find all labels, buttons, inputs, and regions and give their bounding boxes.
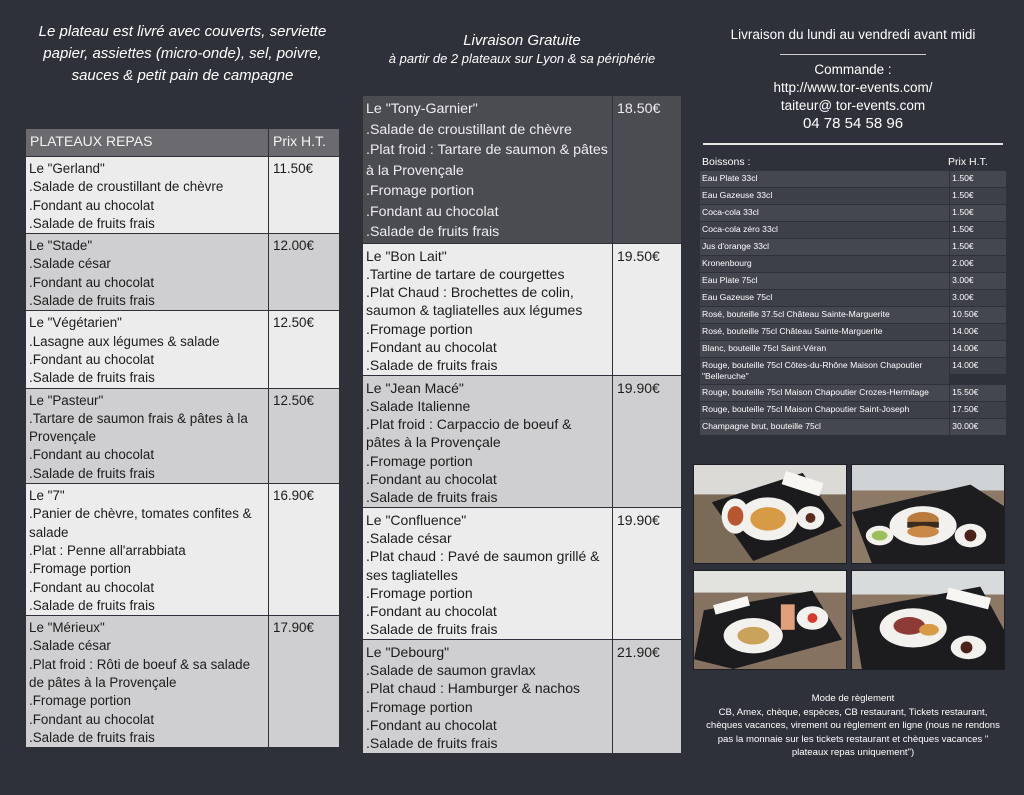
column-middle [362,0,682,752]
menu-line: .Plat : Penne all'arrabbiata [29,542,186,558]
menu-line: .Fromage portion [29,693,131,709]
menu-line: .Salade césar [29,638,111,654]
menu-line: .Fromage portion [366,183,475,199]
drink-row [700,402,1006,419]
menu-price: 19.90€ [613,507,682,639]
menu-line: .Salade Italienne [366,397,471,414]
menu-row [26,616,340,748]
delivery-subtitle: à partir de 2 plateaux sur Lyon & sa périphérie [388,51,656,66]
drinks-header-price: Prix H.T. [948,156,988,168]
drink-name: Jus d'orange 33cl [700,239,949,255]
drink-row [700,188,1006,205]
drink-name: Coca-cola 33cl [700,205,949,221]
drink-price: 1.50€ [950,188,1006,204]
menu-row [363,639,682,753]
drink-price: 10.50€ [950,307,1006,323]
divider [780,54,926,55]
drink-name: Rouge, bouteille 75cl Maison Chapoutier Crozes-Hermitage [700,385,949,401]
drink-row [700,358,1006,385]
drink-row [700,256,1006,273]
menu-description [26,234,269,311]
menu-line: .Salade de fruits frais [366,224,500,240]
drink-price: 1.50€ [950,171,1006,187]
drink-row [700,239,1006,256]
menu-description [26,616,269,748]
contact-block [700,26,1006,133]
menu-description [363,96,613,244]
drink-price: 3.00€ [950,290,1006,306]
drink-row [700,324,1006,341]
menu-line: .Salade de fruits frais [29,729,155,745]
menu-line: .Fondant au chocolat [366,716,497,733]
menu-line: .Fromage portion [366,584,473,601]
drink-price: 30.00€ [950,419,1006,435]
drink-price: 1.50€ [950,222,1006,238]
drink-price: 3.00€ [950,273,1006,289]
drink-name: Eau Plate 75cl [700,273,949,289]
photo-tray-pasta [693,464,847,564]
menu-name: Le "Tony-Garnier" [366,101,478,117]
menu-price: 19.50€ [613,243,682,375]
table-header [26,129,340,157]
drink-row [700,307,1006,324]
menu-line: .Fondant au chocolat [29,579,155,595]
menu-line: .Salade de croustillant de chèvre [366,121,572,138]
payment-title: Mode de règlement [811,693,895,704]
menu-line: .Tartine de tartare de courgettes [366,265,565,282]
menu-name: Le "Pasteur" [29,392,104,408]
menu-price: 19.90€ [613,375,682,507]
menu-line: .Plat froid : Rôti de boeuf & sa salade de pâtes à la Provençale [29,656,251,691]
phone-number[interactable]: 04 78 54 58 96 [802,115,904,132]
drink-name: Coca-cola zéro 33cl [700,222,949,238]
intro-text: Le plateau est livré avec couverts, serviette papier, assiettes (micro-onde), sel, poivre, sauces & petit pain de campagne [38,23,327,84]
menu-line: .Tartare de saumon frais & pâtes à la Provençale [29,410,248,445]
menu-line: .Fondant au chocolat [366,603,497,620]
drink-price: 14.00€ [950,358,1006,374]
divider [703,143,1003,145]
drink-name: Eau Plate 33cl [700,171,949,187]
menu-description [26,388,269,483]
menu-row [26,484,340,616]
drink-name: Blanc, bouteille 75cl Saint-Véran [700,341,949,357]
menu-price: 16.90€ [269,484,340,616]
menu-row [26,311,340,388]
drinks-list [700,171,1006,436]
menu-line: .Plat chaud : Pavé de saumon grillé & ses tagliatelles [366,548,600,583]
photo-gallery [693,464,1007,672]
delivery-title: Livraison Gratuite [463,32,581,49]
drink-row [700,419,1006,436]
menu-line: .Plat froid : Carpaccio de boeuf & pâtes à la Provençale [366,416,572,451]
menu-list [363,96,682,754]
menu-price: 12.50€ [269,311,340,388]
menu-line: .Salade de fruits frais [366,489,498,506]
menu-line: .Fromage portion [366,452,473,469]
menu-name: Le "Confluence" [366,511,467,528]
delivery-days: Livraison du lundi au vendredi avant midi [730,27,976,42]
header-price: Prix H.T. [269,129,340,157]
drink-price: 14.00€ [950,324,1006,340]
menu-table-middle [362,95,682,754]
menu-name: Le "Debourg" [366,643,450,660]
payment-text: CB, Amex, chèque, espèces, CB restaurant, Tickets restaurant, chèques vacances, virement ou règlement en ligne (nous ne rendons pas la monnaie sur les tickets restaurant et chèques vacances " plateaux repas uniquement") [706,706,1000,758]
drink-row [700,205,1006,222]
drink-name: Rosé, bouteille 37.5cl Château Sainte-Marguerite [700,307,949,323]
drink-row [700,385,1006,402]
menu-line: .Lasagne aux légumes & salade [29,333,220,349]
menu-row [26,388,340,483]
drink-price: 1.50€ [950,239,1006,255]
menu-line: .Fromage portion [366,320,473,337]
menu-table-left [25,128,340,748]
menu-price: 11.50€ [269,157,340,234]
drink-row [700,290,1006,307]
menu-line: .Fondant au chocolat [29,351,155,367]
menu-row [363,375,682,507]
column-left [25,0,340,745]
drink-row [700,171,1006,188]
menu-line: .Fromage portion [29,561,131,577]
menu-description [26,484,269,616]
email-link[interactable]: taiteur@ tor-events.com [780,98,926,113]
menu-price: 12.50€ [269,388,340,483]
menu-line: .Fondant au chocolat [29,711,155,727]
photo-tray-beef [851,570,1005,670]
menu-line: .Panier de chèvre, tomates confites & salade [29,506,252,540]
menu-line: .Fondant au chocolat [29,274,155,290]
menu-line: .Salade de fruits frais [29,370,155,386]
menu-row [26,157,340,234]
menu-row [363,507,682,639]
photo-tray-burger [851,464,1005,564]
menu-name: Le "7" [29,488,65,504]
drinks-table [700,154,1006,436]
menu-description [363,507,613,639]
drink-row [700,273,1006,290]
menu-description [363,375,613,507]
menu-price: 18.50€ [613,96,682,244]
menu-price: 21.90€ [613,639,682,753]
drink-name: Eau Gazeuse 33cl [700,188,949,204]
menu-description [26,311,269,388]
order-label: Commande : [814,62,892,77]
menu-line: .Salade de fruits frais [366,621,498,638]
menu-line: .Fondant au chocolat [366,203,499,220]
menu-name: Le "Bon Lait" [366,247,447,264]
menu-list [26,157,340,748]
drink-name: Rouge, bouteille 75cl Côtes-du-Rhône Maison Chapoutier "Belleruche" [700,358,949,384]
menu-line: .Plat froid : Tartare de saumon & pâtes à la Provençale [366,142,608,179]
column-right [700,0,1006,758]
menu-line: .Plat chaud : Hamburger & nachos [366,680,581,697]
menu-line: .Salade de fruits frais [366,357,498,374]
menu-row [363,96,682,244]
menu-name: Le "Jean Macé" [366,379,464,396]
menu-row [363,243,682,375]
drink-price: 1.50€ [950,205,1006,221]
menu-line: .Fondant au chocolat [29,197,155,213]
website-link[interactable]: http://www.tor-events.com/ [773,80,933,95]
drinks-header-name: Boissons : [702,156,751,168]
drink-name: Rosé, bouteille 75cl Château Sainte-Marguerite [700,324,949,340]
drink-name: Rouge, bouteille 75cl Maison Chapoutier Saint-Joseph [700,402,949,418]
menu-line: .Salade césar [29,256,111,272]
delivery-banner [362,32,682,68]
menu-row [26,234,340,311]
drinks-header [700,154,1006,171]
menu-line: .Salade de fruits frais [29,293,155,309]
drink-price: 15.50€ [950,385,1006,401]
menu-line: .Salade de fruits frais [366,735,498,752]
drink-price: 2.00€ [950,256,1006,272]
menu-description [363,639,613,753]
menu-line: .Fondant au chocolat [366,471,497,488]
drink-name: Eau Gazeuse 75cl [700,290,949,306]
drink-price: 14.00€ [950,341,1006,357]
menu-line: .Fondant au chocolat [29,447,155,463]
header-plateaux: PLATEAUX REPAS [26,129,269,157]
menu-line: .Salade de fruits frais [29,597,155,613]
menu-name: Le "Stade" [29,238,93,254]
menu-line: .Plat Chaud : Brochettes de colin, saumon & tagliatelles aux légumes [366,284,583,319]
menu-line: .Salade césar [366,529,452,546]
menu-name: Le "Végétarien" [29,315,122,331]
menu-price: 17.90€ [269,616,340,748]
menu-description [363,243,613,375]
drink-row [700,341,1006,358]
menu-line: .Salade de fruits frais [29,465,155,481]
menu-name: Le "Mérieux" [29,620,105,636]
drink-row [700,222,1006,239]
drink-name: Kronenbourg [700,256,949,272]
menu-name: Le "Gerland" [29,161,105,176]
menu-line: .Salade de saumon gravlax [366,662,536,679]
drink-price: 17.50€ [950,402,1006,418]
payment-info [700,692,1006,760]
menu-price: 12.00€ [269,234,340,311]
menu-description [26,157,269,234]
photo-tray-salmon [693,570,847,670]
menu-line: .Salade de fruits frais [29,215,155,231]
menu-line: .Salade de croustillant de chèvre [29,179,224,195]
menu-line: .Fondant au chocolat [366,338,497,355]
menu-line: .Fromage portion [366,698,473,715]
drink-name: Champagne brut, bouteille 75cl [700,419,949,435]
